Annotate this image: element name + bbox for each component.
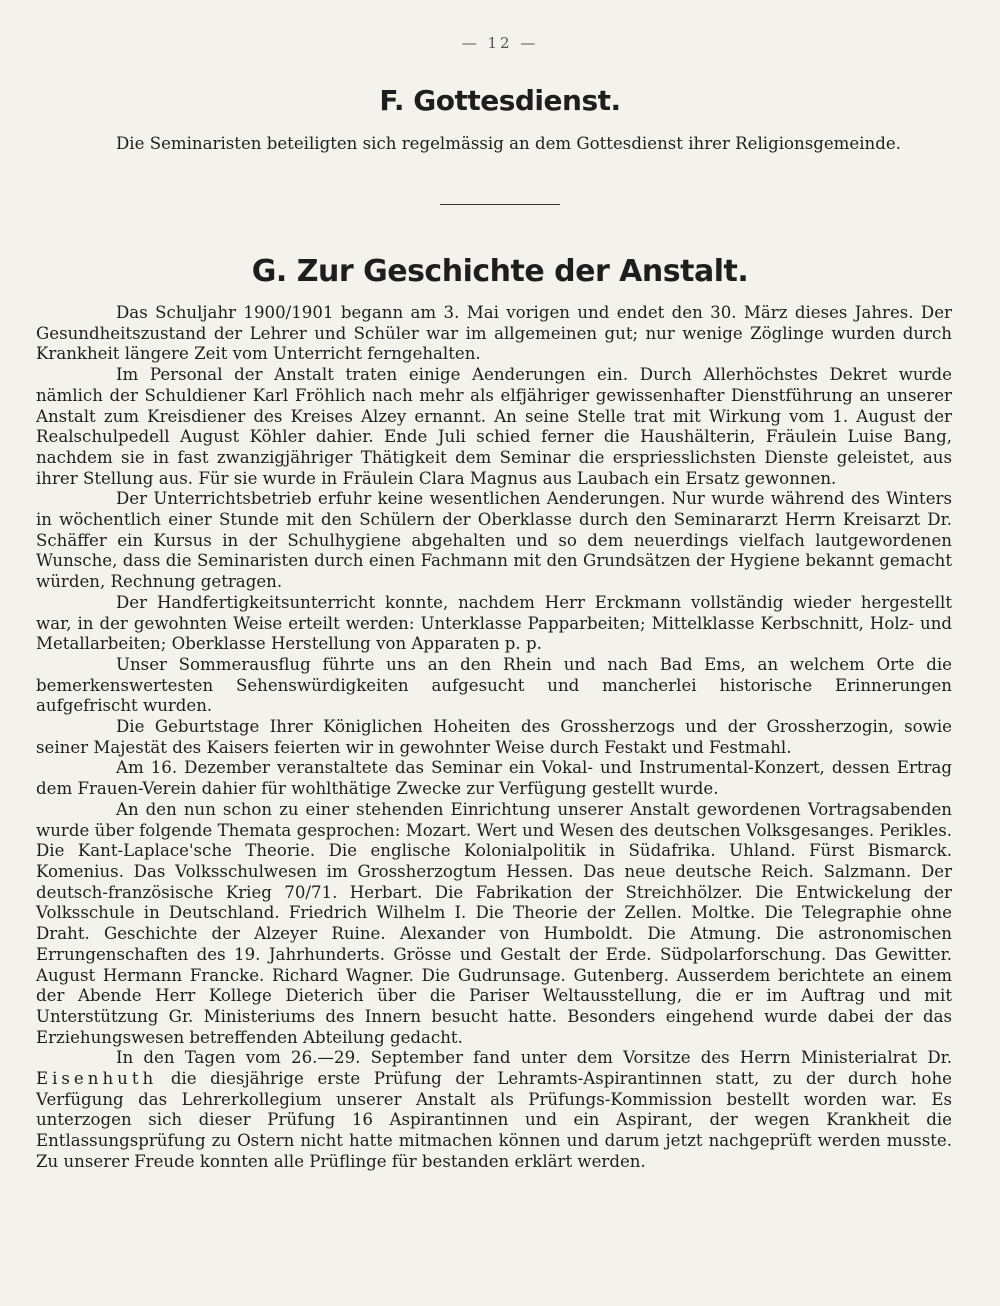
- paragraph: Die Seminaristen beteiligten sich regelmässig an dem Gottesdienst ihrer Religionsgemeinde.: [116, 134, 901, 153]
- paragraph-last: [36, 1048, 952, 1172]
- section-g-title: G. Zur Geschichte der Anstalt.: [251, 254, 749, 289]
- paragraph: Der Handfertigkeitsunterricht konnte, nachdem Herr Erckmann vollständig wieder hergestellt war, in der gewohnten Weise erteilt werden: Unterklasse Papparbeiten; Mittelklasse Kerbschnitt, Holz- und Metallarbeiten; Oberklasse Herstellung von Apparaten p. p.: [36, 592, 952, 654]
- paragraph: Unser Sommerausflug führte uns an den Rhein und nach Bad Ems, an welchem Orte die bemerkenswertesten Sehenswürdigkeiten aufgesucht und mancherlei historische Erinnerungen aufgefrischt wurden.: [36, 654, 952, 716]
- paragraph: An den nun schon zu einer stehenden Einrichtung unserer Anstalt gewordenen Vortragsabenden wurde über folgende Themata gesprochen: Mozart. Wert und Wesen des deutschen Volksgesanges. Perikles. Die Kant-Laplace'sche Theorie. Die englische Kolonialpolitik in Südafrika. Uhland. Fürst Bismarck. Komenius. Das Volksschulwesen im Grossherzogtum Hessen. Das neue deutsche Reich. Salzmann. Der deutsch-französische Krieg 70/71. Herbart. Die Fabrikation der Streichhölzer. Die Entwickelung der Volksschule in Deutschland. Friedrich Wilhelm I. Die Theorie der Zellen. Moltke. Die Telegraphie ohne Draht. Geschichte der Alzeyer Ruine. Alexander von Humboldt. Die Atmung. Die astronomischen Errungenschaften des 19. Jahrhunderts. Grösse und Gestalt der Erde. Südpolarforschung. Das Gewitter. August Hermann Francke. Richard Wagner. Die Gudrunsage. Gutenberg. Ausserdem berichtete an einem der Abende Herr Kollege Dieterich über die Pariser Weltausstellung, die er im Auftrag und mit Unterstützung Gr. Ministeriums des Innern besucht hatte. Besonders eingehend wurde dabei der das Erziehungswesen betreffenden Abteilung gedacht.: [36, 799, 952, 1047]
- section-g-body: [36, 303, 952, 1173]
- section-f-title: F. Gottesdienst.: [379, 84, 621, 117]
- paragraph: Das Schuljahr 1900/1901 begann am 3. Mai vorigen und endet den 30. März dieses Jahres. Der Gesundheitszustand der Lehrer und Schüler war im allgemeinen gut; nur wenige Zöglinge wurden durch Krankheit längere Zeit vom Unterricht ferngehalten.: [36, 303, 952, 364]
- section-f-body: [36, 134, 952, 155]
- paragraph: Im Personal der Anstalt traten einige Aenderungen ein. Durch Allerhöchstes Dekret wurde nämlich der Schuldiener Karl Fröhlich nach mehr als elfjähriger gewissenhafter Dienstführung an unserer Anstalt zum Kreisdiener des Kreises Alzey ernannt. An seine Stelle trat mit Wirkung vom 1. August der Realschulpedell August Köhler dahier. Ende Juli schied ferner die Haushälterin, Fräulein Luise Bang, nachdem sie in fast zwanzigjähriger Thätigkeit dem Seminar die erspriesslichsten Dienste geleistet, aus ihrer Stellung aus. Für sie wurde in Fräulein Clara Magnus aus Laubach ein Ersatz gewonnen.: [36, 365, 952, 488]
- page-number: — 12 —: [461, 34, 539, 52]
- paragraph: Am 16. Dezember veranstaltete das Seminar ein Vokal- und Instrumental-Konzert, dessen Ertrag dem Frauen-Verein dahier für wohlthätige Zwecke zur Verfügung gestellt wurde.: [36, 758, 952, 799]
- text-run: die diesjährige erste Prüfung der Lehramts-Aspirantinnen statt, zu der durch hohe Verfügung das Lehrerkollegium unserer Anstalt als Prüfungs-Kommission bestellt worden war. Es unterzogen sich dieser Prüfung 16 Aspirantinnen und ein Aspirant, der wegen Krankheit die Entlassungsprüfung zu Ostern nicht hatte mitmachen können und darum jetzt nachgeprüft werden musste. Zu unserer Freude konnten alle Prüflinge für bestanden erklärt werden.: [36, 1069, 953, 1171]
- section-divider: [440, 204, 560, 205]
- spaced-name: Eisenhuth: [36, 1069, 158, 1089]
- paragraph: Der Unterrichtsbetrieb erfuhr keine wesentlichen Aenderungen. Nur wurde während des Winters in wöchentlich einer Stunde mit den Schülern der Oberklasse durch den Seminararzt Herrn Kreisarzt Dr. Schäffer ein Kursus in der Schulhygiene abgehalten und so dem neuerdings vielfach lautgewordenen Wunsche, dass die Seminaristen durch einen Fachmann mit den Grundsätzen der Hygiene bekannt gemacht würden, Rechnung getragen.: [36, 489, 952, 592]
- text-run: In den Tagen vom 26.—29. September fand unter dem Vorsitze des Herrn Ministerialrat Dr.: [116, 1048, 952, 1068]
- paragraph: Die Geburtstage Ihrer Königlichen Hoheiten des Grossherzogs und der Grossherzogin, sowie seiner Majestät des Kaisers feierten wir in gewohnter Weise durch Festakt und Festmahl.: [36, 717, 952, 757]
